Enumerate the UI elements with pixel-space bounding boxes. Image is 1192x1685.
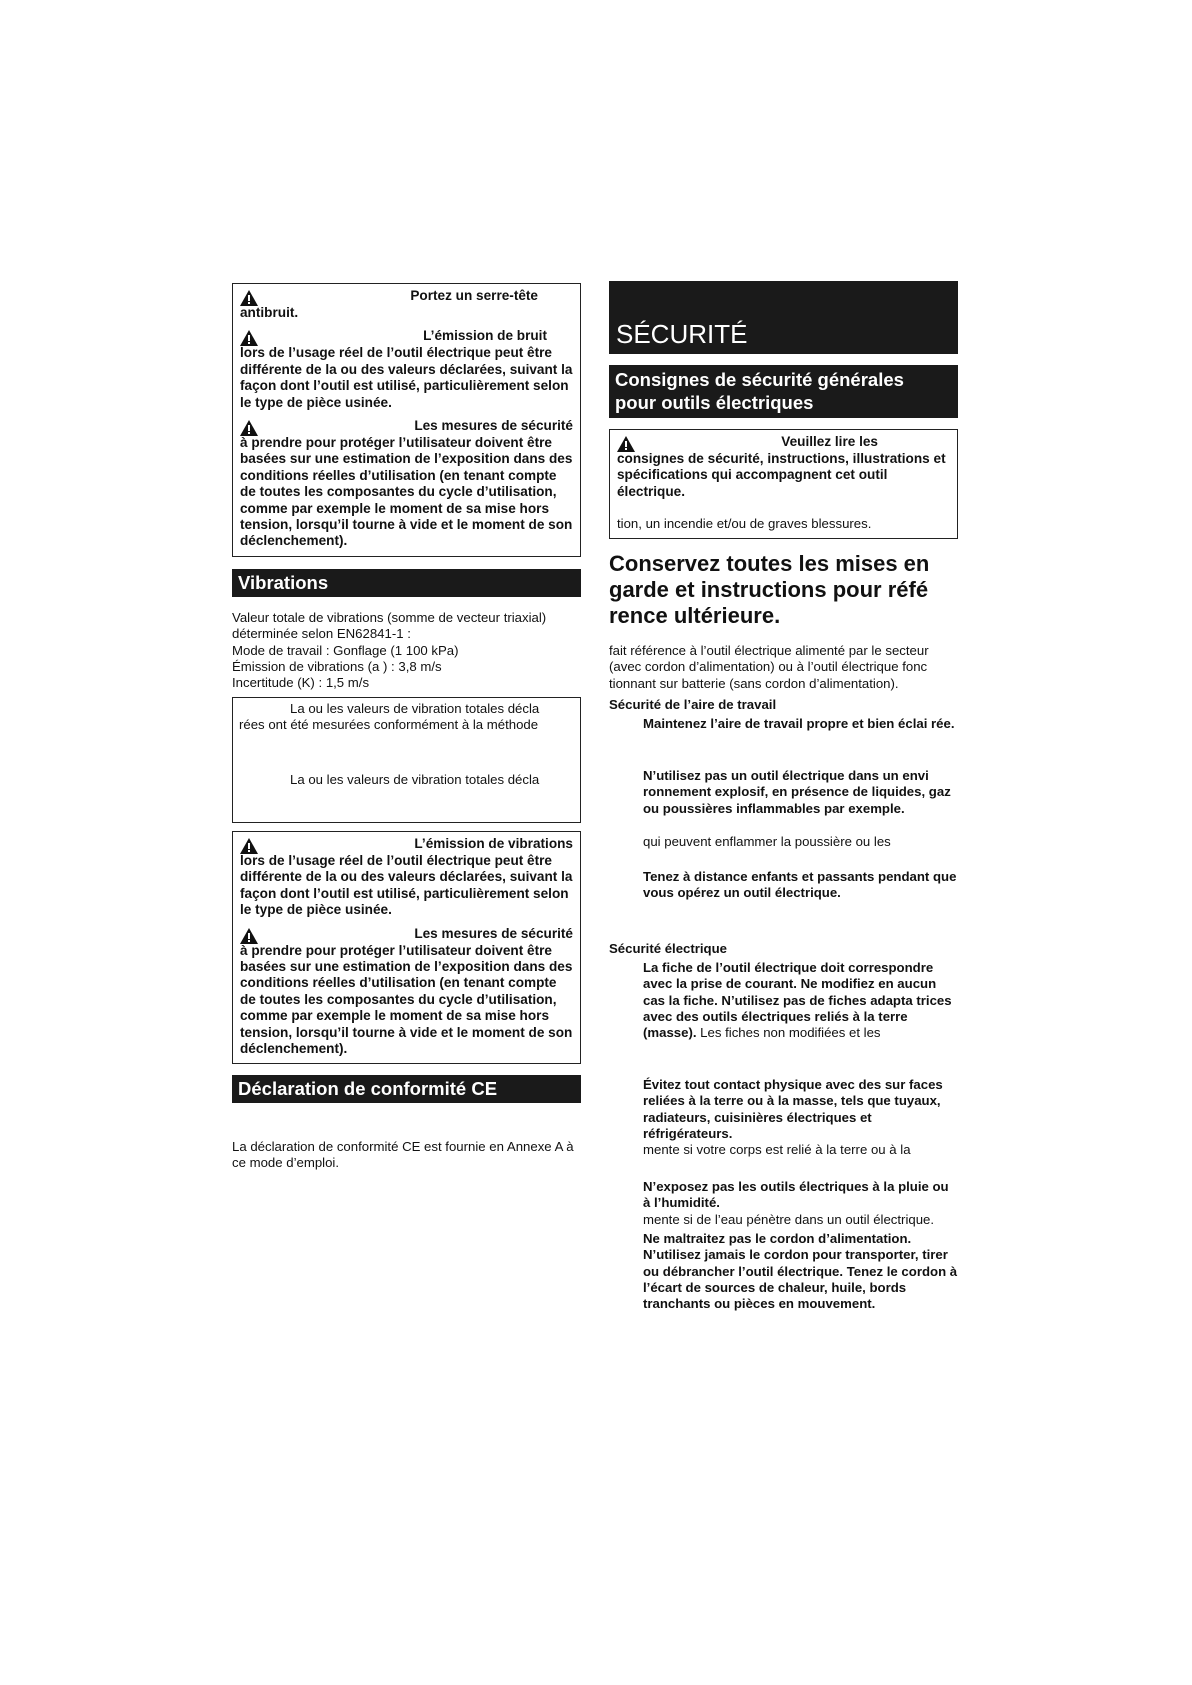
warning-triangle-icon — [240, 838, 258, 854]
keep-instructions-heading: Conservez toutes les mises en garde et instructions pour réfé rence ultérieure. — [609, 551, 930, 628]
warning-triangle-icon — [240, 928, 258, 944]
work-area-item-3: Tenez à distance enfants et passants pendant que vous opérez un outil électrique. — [643, 869, 957, 901]
vib-line: Émission de vibrations (a ) : 3,8 m/s — [232, 658, 442, 674]
warning-lead: Les mesures de sécurité — [414, 418, 573, 434]
warning-text: lors de l’usage réel de l’outil électrique peut être différente de la ou des valeurs déclarées, suivant la façon dont l’outil est utilisé, particulièrement selon le type de pièce usinée. — [240, 853, 573, 918]
warning-triangle-icon — [240, 420, 258, 436]
note-line: La ou les valeurs de vibration totales décla — [290, 701, 540, 716]
warning-text: lors de l’usage réel de l’outil électrique peut être différente de la ou des valeurs déclarées, suivant la façon dont l’outil est utilisé, particulièrement selon le type de pièce usinée. — [240, 345, 573, 410]
warning-box-vibration — [232, 831, 581, 1064]
ce-declaration: La déclaration de conformité CE est fournie en Annexe A à ce mode d’emploi. — [232, 1139, 574, 1171]
warning-lead: Veuillez lire les — [781, 434, 878, 449]
section-heading-vibrations: Vibrations — [232, 569, 581, 597]
warning-text: antibruit. — [240, 305, 299, 320]
warning-box-read — [609, 429, 958, 539]
warning-box-noise — [232, 283, 581, 557]
vib-line: Valeur totale de vibrations (somme de vecteur triaxial) — [232, 610, 547, 625]
note-box — [232, 697, 581, 823]
intro-text: fait référence à l’outil électrique alimenté par le secteur (avec cordon d’alimentation) ou à l’outil électrique fonc tionnant sur batterie (sans cordon d’alimentation). — [609, 643, 929, 691]
warning-triangle-icon — [617, 436, 635, 452]
warning-lead: Portez un serre-tête — [410, 288, 538, 303]
vib-line: Mode de travail : Gonflage (1 100 kPa) — [232, 642, 459, 658]
work-area-heading: Sécurité de l’aire de travail — [609, 697, 777, 712]
electrical-item-1: La fiche de l’outil électrique doit correspondre avec la prise de courant. Ne modifiez en aucun cas la fiche. N’utilisez pas de fiches adapta trices avec des outils électriques reliés à la terre (masse). Les fiches non modifiées et les — [643, 960, 952, 1041]
note-line: rées ont été mesurées conformément à la méthode — [239, 717, 539, 733]
vibration-values — [232, 610, 581, 691]
warning-text: à prendre pour protéger l’utilisateur doivent être basées sur une estimation de l’exposition dans des conditions réelles d’utilisation (en tenant compte de toutes les composantes du cycle d’utilisation, comme par exemple le moment de sa mise hors tension, lorsqu’il tourne à vide et le moment de son déclenchement). — [240, 942, 573, 1057]
warning-text: à prendre pour protéger l’utilisateur doivent être basées sur une estimation de l’exposition dans des conditions réelles d’utilisation (en tenant compte de toutes les composantes du cycle d’utilisation, comme par exemple le moment de sa mise hors tension, lorsqu’il tourne à vide et le moment de son déclenchement). — [240, 435, 573, 549]
note-line: La ou les valeurs de vibration totales décla — [290, 771, 540, 787]
warning-text: consignes de sécurité, instructions, illustrations et spécifications qui accompagnent cet outil électrique. — [617, 451, 946, 499]
work-area-item-2: N’utilisez pas un outil électrique dans un envi ronnement explosif, en présence de liquides, gaz ou poussières inflammables par exemple. qui peuvent enflammer la poussière ou les — [643, 768, 951, 849]
section-heading-ce: Déclaration de conformité CE — [232, 1075, 581, 1103]
warning-lead: Les mesures de sécurité — [414, 925, 573, 941]
electrical-item-2: Évitez tout contact physique avec des sur faces reliées à la terre ou à la masse, tels que tuyaux, radiateurs, cuisinières électriques et réfrigérateurs. mente si votre corps est relié à la terre ou à la — [643, 1077, 943, 1158]
page-title: SÉCURITÉ — [609, 281, 958, 354]
warning-triangle-icon — [240, 330, 258, 346]
warning-lead: L’émission de bruit — [423, 328, 547, 344]
vib-line: déterminée selon EN62841-1 : — [232, 626, 411, 642]
electrical-item-4: Ne maltraitez pas le cordon d’alimentation. N’utilisez jamais le cordon pour transporter, tirer ou débrancher l’outil électrique. Tenez le cordon à l’écart de sources de chaleur, huile, bords tranchants ou pièces en mouvement. — [643, 1231, 958, 1312]
section-heading-general-safety: Consignes de sécurité générales pour outils électriques — [609, 365, 958, 418]
warning-tail: tion, un incendie et/ou de graves blessures. — [617, 516, 872, 532]
electrical-item-3: N’exposez pas les outils électriques à la pluie ou à l’humidité. mente si de l’eau pénètre dans un outil électrique. — [643, 1179, 949, 1227]
work-area-item-1: Maintenez l’aire de travail propre et bien éclai rée. — [643, 716, 955, 731]
electrical-heading: Sécurité électrique — [609, 941, 728, 956]
vib-line: Incertitude (K) : 1,5 m/s — [232, 675, 370, 691]
warning-triangle-icon — [240, 290, 258, 306]
warning-lead: L’émission de vibrations — [414, 836, 573, 851]
